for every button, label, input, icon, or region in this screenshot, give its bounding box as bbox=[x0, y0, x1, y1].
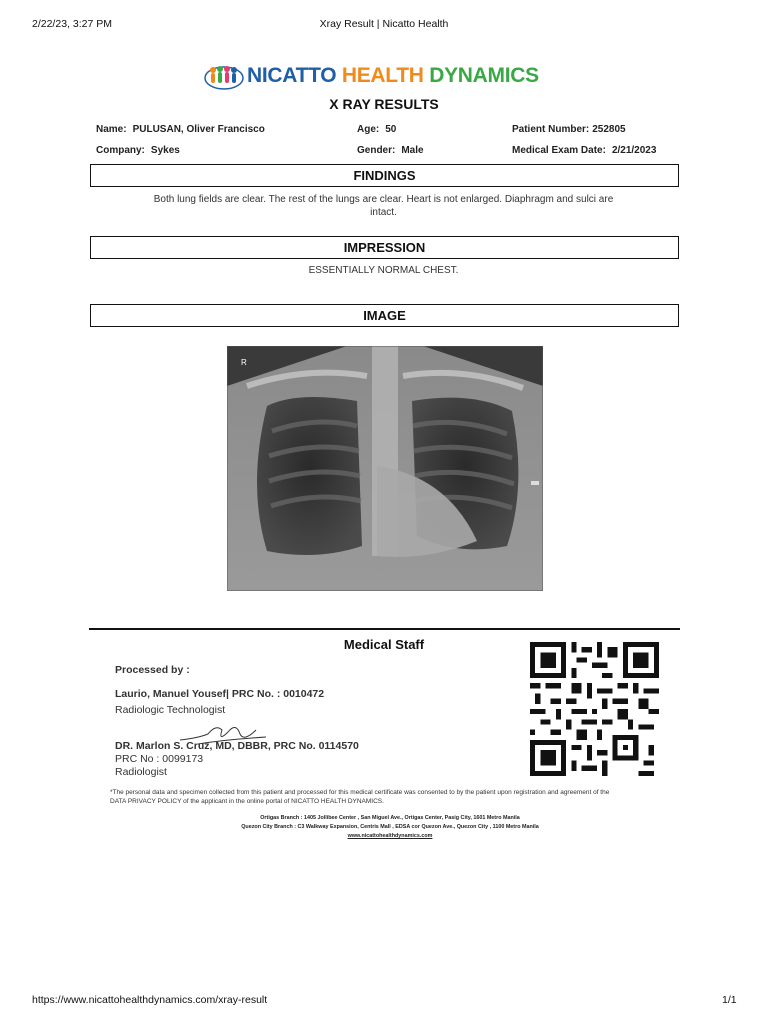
patient-number bbox=[512, 124, 626, 135]
people-logo-icon bbox=[203, 63, 245, 91]
patient-company bbox=[96, 145, 180, 156]
branch-addresses bbox=[110, 814, 670, 841]
xray-side-marker: R bbox=[241, 358, 247, 367]
impression-heading: IMPRESSION bbox=[90, 236, 679, 259]
age-value: 50 bbox=[385, 124, 397, 135]
privacy-line-1: *The personal data and specimen collected from this patient and processed for this medical certificate was consented to by the patient upon registration and agreement of the bbox=[110, 789, 610, 796]
technologist-name: Laurio, Manuel Yousef| PRC No. : 0010472 bbox=[115, 688, 325, 700]
company-label: Company: bbox=[96, 145, 145, 156]
print-datetime: 2/22/23, 3:27 PM bbox=[32, 18, 112, 30]
exam-date-label: Medical Exam Date: bbox=[512, 145, 606, 156]
privacy-line-2: DATA PRIVACY POLICY of the applicant in the online portal of NICATTO HEALTH DYNAMICS. bbox=[110, 798, 384, 805]
privacy-disclaimer bbox=[110, 788, 670, 806]
patient-name bbox=[96, 124, 265, 135]
chest-xray-image bbox=[227, 346, 543, 591]
technologist-role: Radiologic Technologist bbox=[115, 704, 226, 716]
brand-logo bbox=[203, 62, 578, 92]
doctor-role: Radiologist bbox=[115, 766, 167, 778]
name-label: Name: bbox=[96, 124, 127, 135]
medical-staff-heading: Medical Staff bbox=[343, 637, 425, 652]
findings-line-1: Both lung fields are clear. The rest of the lungs are clear. Heart is not enlarged. Diaphragm and sulci are bbox=[153, 194, 614, 205]
gender-value: Male bbox=[401, 145, 424, 156]
patient-number-value: 252805 bbox=[592, 124, 626, 135]
doctor-name: DR. Marlon S. Cruz, MD, DBBR, PRC No. 0114570 bbox=[115, 740, 359, 752]
logo-word-nicatto: NICATTO bbox=[247, 64, 337, 87]
logo-word-health: HEALTH bbox=[341, 64, 424, 87]
website-link[interactable]: www.nicattohealthdynamics.com bbox=[347, 833, 433, 839]
findings-heading: FINDINGS bbox=[90, 164, 679, 187]
print-page-title: Xray Result | Nicatto Health bbox=[319, 18, 449, 30]
qr-code bbox=[530, 642, 659, 776]
print-url: https://www.nicattohealthdynamics.com/xray-result bbox=[32, 994, 268, 1006]
findings-text bbox=[90, 193, 677, 219]
print-page-count: 1/1 bbox=[722, 994, 737, 1006]
doctor-prc: PRC No : 0099173 bbox=[115, 753, 204, 765]
branch-ortigas: Ortigas Branch : 1405 Jollibee Center , San Miguel Ave., Ortigas Center, Pasig City, 1601 Metro Manila bbox=[260, 815, 520, 821]
name-value: PULUSAN, Oliver Francisco bbox=[132, 124, 265, 135]
company-value: Sykes bbox=[150, 145, 180, 156]
exam-date bbox=[512, 145, 656, 156]
section-divider bbox=[89, 628, 680, 630]
processed-by-label: Processed by : bbox=[115, 664, 190, 676]
age-label: Age: bbox=[357, 124, 380, 135]
patient-age bbox=[357, 124, 396, 135]
branch-quezon-city: Quezon City Branch : C3 Walkway Expansion, Centris Mall , EDSA cor Quezon Ave., Quezon City , 1100 Metro Manila bbox=[241, 824, 539, 830]
gender-label: Gender: bbox=[357, 145, 396, 156]
impression-text: ESSENTIALLY NORMAL CHEST. bbox=[308, 265, 459, 276]
patient-number-label: Patient Number: bbox=[512, 124, 590, 135]
findings-line-2: intact. bbox=[370, 207, 397, 218]
logo-word-dynamics: DYNAMICS bbox=[429, 64, 539, 87]
image-heading: IMAGE bbox=[90, 304, 679, 327]
patient-gender bbox=[357, 145, 424, 156]
report-title: X RAY RESULTS bbox=[329, 96, 439, 112]
exam-date-value: 2/21/2023 bbox=[611, 145, 657, 156]
